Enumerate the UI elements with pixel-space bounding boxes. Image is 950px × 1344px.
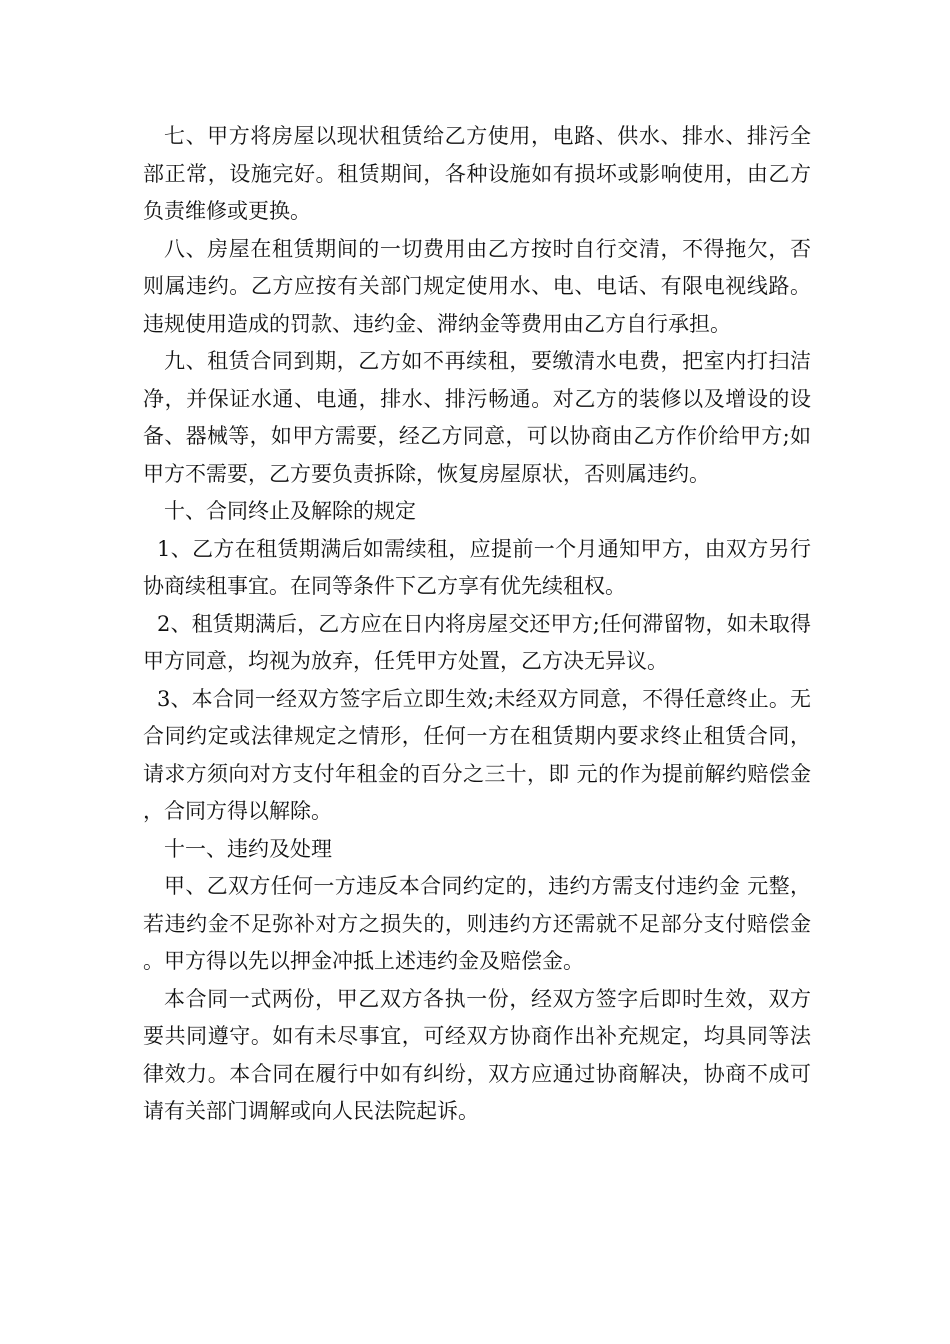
clause-7: 七、甲方将房屋以现状租赁给乙方使用，电路、供水、排水、排污全部正常，设施完好。租赁期间，各种设施如有损坏或影响使用，由乙方负责维修或更换。 (143, 124, 811, 223)
clause-9: 九、租赁合同到期，乙方如不再续租，要缴清水电费，把室内打扫洁净，并保证水通、电通，排水、排污畅通。对乙方的装修以及增设的设备、器械等，如甲方需要，经乙方同意，可以协商由乙方作价给甲方;如甲方不需要，乙方要负责拆除，恢复房屋原状，否则属违约。 (143, 349, 811, 486)
clause-11-body: 甲、乙双方任何一方违反本合同约定的，违约方需支付违约金 元整，若违约金不足弥补对方之损失的，则违约方还需就不足部分支付赔偿金。甲方得以先以押金冲抵上述违约金及赔偿金。 (143, 874, 811, 973)
clause-11-heading: 十一、违约及处理 (164, 836, 332, 861)
closing-paragraph: 本合同一式两份，甲乙双方各执一份，经双方签字后即时生效，双方要共同遵守。如有未尽事宜，可经双方协商作出补充规定，均具同等法律效力。本合同在履行中如有纠纷，双方应通过协商解决，协商不成可请有关部门调解或向人民法院起诉。 (143, 986, 811, 1123)
clause-10-item-2: 2、租赁期满后，乙方应在日内将房屋交还甲方;任何滞留物，如未取得甲方同意，均视为放弃，任凭甲方处置，乙方决无异议。 (143, 611, 811, 673)
clause-10-heading: 十、合同终止及解除的规定 (164, 499, 416, 523)
clause-10-item-3: 3、本合同一经双方签字后立即生效;未经双方同意，不得任意终止。无合同约定或法律规定之情形，任何一方在租赁期内要求终止租赁合同，请求方须向对方支付年租金的百分之三十，即 元的作为提前解约赔偿金，合同方得以解除。 (143, 686, 811, 823)
clause-8: 八、房屋在租赁期间的一切费用由乙方按时自行交清，不得拖欠，否则属违约。乙方应按有关部门规定使用水、电、电话、有限电视线路。违规使用造成的罚款、违约金、滞纳金等费用由乙方自行承担。 (143, 236, 811, 336)
clause-10-item-1: 1、乙方在租赁期满后如需续租，应提前一个月通知甲方，由双方另行协商续租事宜。在同等条件下乙方享有优先续租权。 (143, 536, 811, 598)
contract-body (143, 118, 811, 1131)
